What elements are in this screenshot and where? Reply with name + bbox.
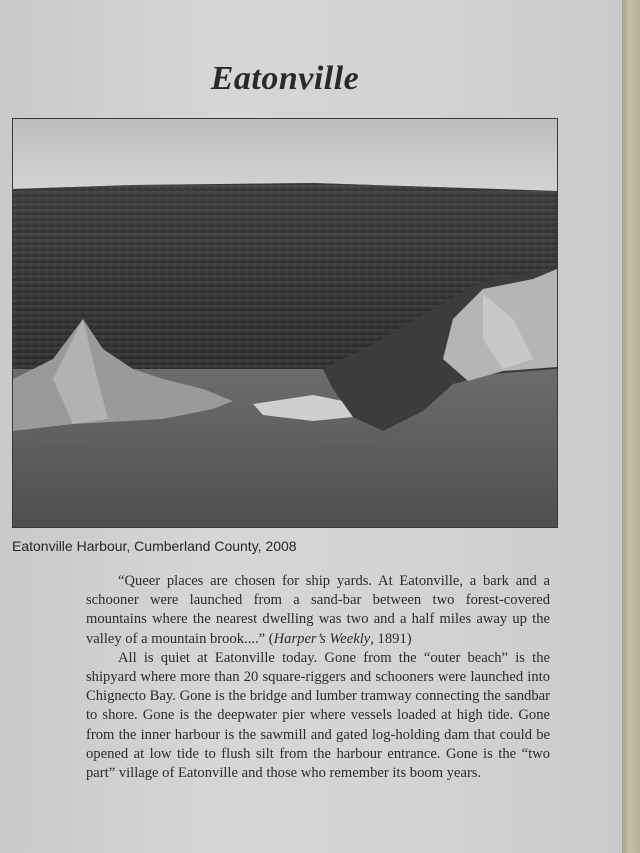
photo-caption: Eatonville Harbour, Cumberland County, 2008 xyxy=(12,538,297,554)
aerial-harbour-photo-icon xyxy=(13,119,557,527)
body-text xyxy=(86,572,550,783)
harbour-photo xyxy=(12,118,558,528)
book-edge xyxy=(622,0,640,853)
paragraph-today: All is quiet at Eatonville today. Gone from the “outer beach” is the shipyard where more than 20 square-riggers and schooners were launched into Chignecto Bay. Gone is the bridge and lumber tramway connecting the sandbar to shore. Gone is the deepwater pier where vessels loaded at high tide. Gone from the inner harbour is the sawmill and gated log-holding dam that could be opened at low tide to flush silt from the harbour entrance. Gone is the “two part” village of Eatonville and those who remember its boom years. xyxy=(86,649,550,782)
page-title: Eatonville xyxy=(210,60,360,97)
citation-source: Harper’s Weekly xyxy=(273,630,371,647)
sky xyxy=(13,119,557,194)
paragraph-quote: “Queer places are chosen for ship yards. At Eatonville, a bark and a schooner were launched from a sand-bar between two forest-covered mountains where the nearest dwelling was two and a half miles away up the valley of a mountain brook....” (Harper’s Weekly, 1891) xyxy=(86,573,550,647)
